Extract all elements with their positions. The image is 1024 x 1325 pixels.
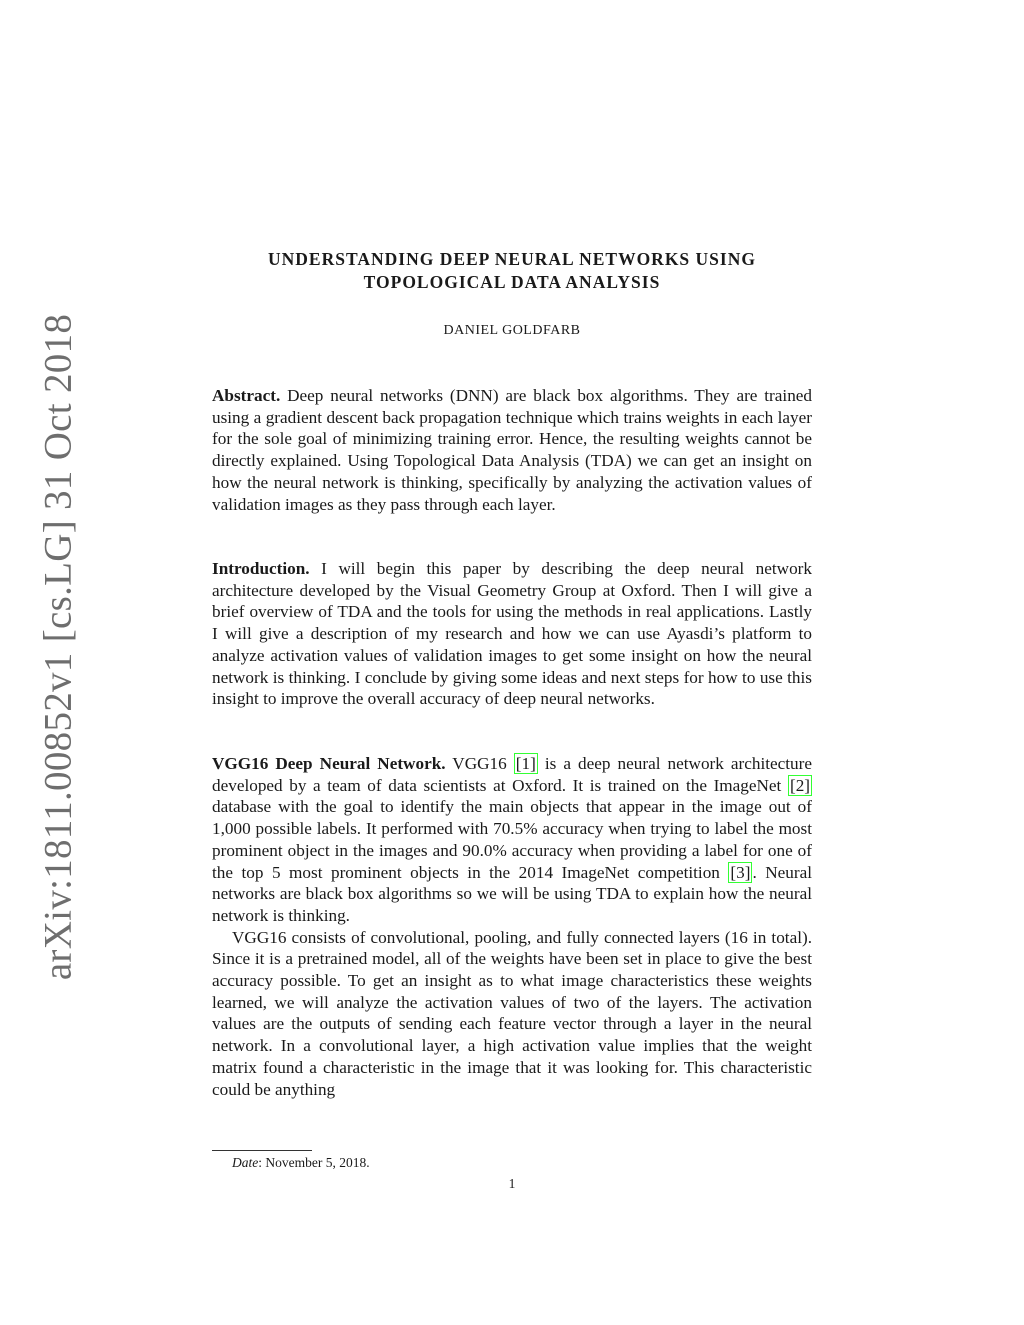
citation-link-3[interactable]: [3]: [730, 862, 751, 882]
abstract-text: Deep neural networks (DNN) are black box algorithms. They are trained using a gradient descent back propagation technique which trains weights in each layer for the sole goal of minimizing training error. Hence, the resulting weights cannot be directly explained. Using Topological Data Analysis (TDA) we can get an insight on how the neural network is thinking, specifically by analyzing the activation values of validation images as they pass through each layer.: [212, 386, 813, 514]
abstract-heading: Abstract.: [212, 386, 281, 405]
introduction-heading: Introduction.: [212, 559, 310, 578]
author-name: DANIEL GOLDFARB: [443, 323, 581, 338]
introduction-text: I will begin this paper by describing the deep neural network architecture developed by the Visual Geometry Group at Oxford. Then I will give a brief overview of TDA and the tools for using the methods in real applications. Lastly I will give a description of my research and how we can use Ayasdi’s platform to analyze activation values of validation images to get some insight on how the neural network is thinking. I conclude by giving some ideas and next steps for how to use this insight to improve the overall accuracy of deep neural networks.: [212, 559, 813, 709]
abstract-paragraph: [212, 385, 812, 515]
footnote-date: [232, 1155, 370, 1171]
arxiv-identifier: arXiv:1811.00852v1 [cs.LG] 31 Oct 2018: [36, 313, 80, 981]
citation-link-2[interactable]: [2]: [789, 775, 811, 795]
vgg16-paragraph-1: [212, 753, 812, 927]
citation-link-1[interactable]: [1]: [515, 754, 536, 773]
footnote-rule: [212, 1150, 312, 1151]
vgg16-paragraph-2: VGG16 consists of convolutional, pooling, and fully connected layers (16 in total). Since it is a pretrained model, all of the weights have been set in place to give the best accuracy possible. To get an insight as to what image characteristics these weights learned, we will analyze the activation values of two of the layers. The activation values are the outputs of sending each feature vector through a layer in the neural network. In a convolutional layer, a high activation value implies that the weight matrix found a characteristic in the image that it was looking for. This characteristic could be anything: [212, 927, 812, 1099]
vgg16-section: [212, 753, 812, 1100]
title-line-1: UNDERSTANDING DEEP NEURAL NETWORKS USING: [268, 249, 756, 269]
introduction-section: [212, 558, 812, 710]
vgg16-text-a: VGG16: [452, 754, 507, 773]
abstract-section: [212, 385, 812, 515]
title-line-2: TOPOLOGICAL DATA ANALYSIS: [363, 272, 661, 292]
footnote-label: Date: [232, 1155, 259, 1170]
vgg16-text-c: database with the goal to identify the main objects that appear in the image out of 1,000 possible labels. It performed with 70.5% accuracy when trying to label the most prominent object in the images and 90.0% accuracy when providing a label for one of the top 5 most prominent objects in the 2014 ImageNet competition: [212, 797, 812, 882]
paper-title: [212, 248, 812, 294]
vgg16-text-d: . Neural networks are black box algorithms so we will be using TDA to explain how the neural network is thinking.: [212, 862, 812, 925]
vgg16-heading: VGG16 Deep Neural Network.: [212, 754, 446, 773]
introduction-paragraph: [212, 558, 812, 710]
footnote-text: : November 5, 2018.: [258, 1155, 370, 1170]
page-number: 1: [508, 1176, 516, 1191]
vgg16-text-b: is a deep neural network architecture developed by a team of data scientists at Oxford. It is trained on the ImageNet: [212, 754, 813, 795]
